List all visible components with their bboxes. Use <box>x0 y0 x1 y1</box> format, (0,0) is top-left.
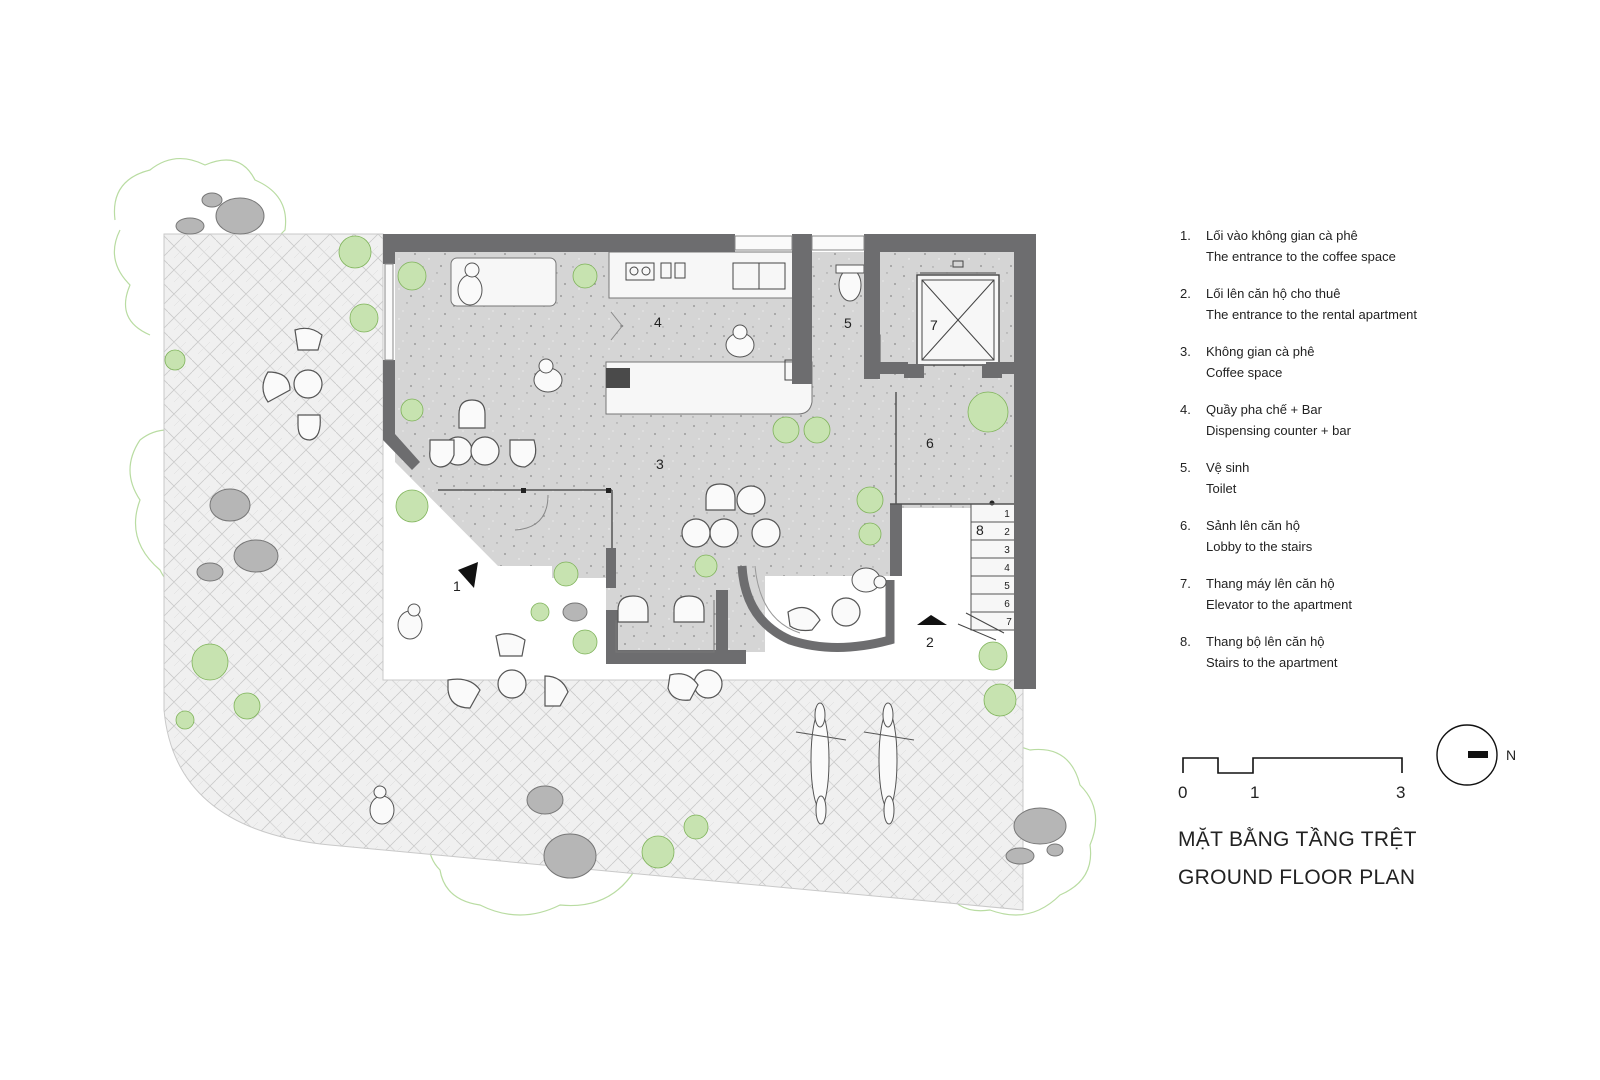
legend-label-vietnamese: Quầy pha chế + Bar <box>1206 402 1322 417</box>
legend-number: 3. <box>1180 344 1191 359</box>
toilet-fixture <box>839 269 861 301</box>
legend-item-1 <box>1180 225 1580 267</box>
room-legend <box>1180 225 1580 689</box>
stair-step-2: 2 <box>1004 527 1010 538</box>
north-label: N <box>1506 747 1517 763</box>
legend-item-6 <box>1180 515 1580 557</box>
legend-label-english: Lobby to the stairs <box>1206 539 1313 554</box>
legend-item-7 <box>1180 573 1580 615</box>
legend-item-4 <box>1180 399 1580 441</box>
legend-item-8 <box>1180 631 1580 673</box>
scale-tick-1: 1 <box>1250 783 1260 802</box>
legend-number: 6. <box>1180 518 1191 533</box>
room-label-2: 2 <box>926 634 934 650</box>
room-label-4: 4 <box>654 314 662 330</box>
entrance-arrow-icon <box>458 562 478 588</box>
legend-label-english: The entrance to the coffee space <box>1206 249 1396 264</box>
legend-label-english: Toilet <box>1206 481 1237 496</box>
scale-tick-0: 0 <box>1178 783 1188 802</box>
room-label-6: 6 <box>926 435 934 451</box>
legend-label-english: Coffee space <box>1206 365 1283 380</box>
room-label-5: 5 <box>844 315 852 331</box>
legend-item-5 <box>1180 457 1580 499</box>
legend-label-vietnamese: Vệ sinh <box>1206 460 1250 475</box>
room-label-1: 1 <box>453 578 461 594</box>
legend-label-english: Stairs to the apartment <box>1206 655 1338 670</box>
legend-label-english: The entrance to the rental apartment <box>1206 307 1418 322</box>
legend-label-vietnamese: Lối lên căn hộ cho thuê <box>1206 286 1341 301</box>
drawing-title-english: GROUND FLOOR PLAN <box>1178 866 1416 889</box>
legend-number: 5. <box>1180 460 1191 475</box>
room-label-7: 7 <box>930 317 938 333</box>
legend-label-vietnamese: Sảnh lên căn hộ <box>1206 518 1300 533</box>
legend-number: 7. <box>1180 576 1191 591</box>
apartment-entrance-arrow-icon <box>917 615 947 625</box>
legend-label-english: Elevator to the apartment <box>1206 597 1352 612</box>
bar-counter <box>606 362 812 414</box>
legend-label-vietnamese: Thang bộ lên căn hộ <box>1206 634 1325 649</box>
legend-item-2 <box>1180 283 1580 325</box>
legend-item-3 <box>1180 341 1580 383</box>
drawing-title-block <box>1178 828 1417 904</box>
stair-step-5: 5 <box>1004 581 1010 592</box>
back-counter <box>609 252 809 298</box>
room-label-8: 8 <box>976 522 984 538</box>
legend-number: 1. <box>1180 228 1191 243</box>
legend-number: 2. <box>1180 286 1191 301</box>
stair-step-7: 7 <box>1006 617 1012 628</box>
legend-number: 8. <box>1180 634 1191 649</box>
legend-label-vietnamese: Thang máy lên căn hộ <box>1206 576 1335 591</box>
stair-step-6: 6 <box>1004 599 1010 610</box>
room-label-3: 3 <box>656 456 664 472</box>
stair-step-1: 1 <box>1004 509 1010 520</box>
legend-number: 4. <box>1180 402 1191 417</box>
legend-label-vietnamese: Lối vào không gian cà phê <box>1206 228 1358 243</box>
drawing-title-vietnamese: MẶT BẰNG TẦNG TRỆT <box>1178 828 1417 851</box>
north-arrow-icon <box>1437 725 1497 785</box>
stair-step-3: 3 <box>1004 545 1010 556</box>
legend-label-english: Dispensing counter + bar <box>1206 423 1351 438</box>
stair-step-4: 4 <box>1004 563 1010 574</box>
legend-label-vietnamese: Không gian cà phê <box>1206 344 1315 359</box>
scale-bar <box>1183 758 1402 773</box>
scale-tick-3: 3 <box>1396 783 1406 802</box>
